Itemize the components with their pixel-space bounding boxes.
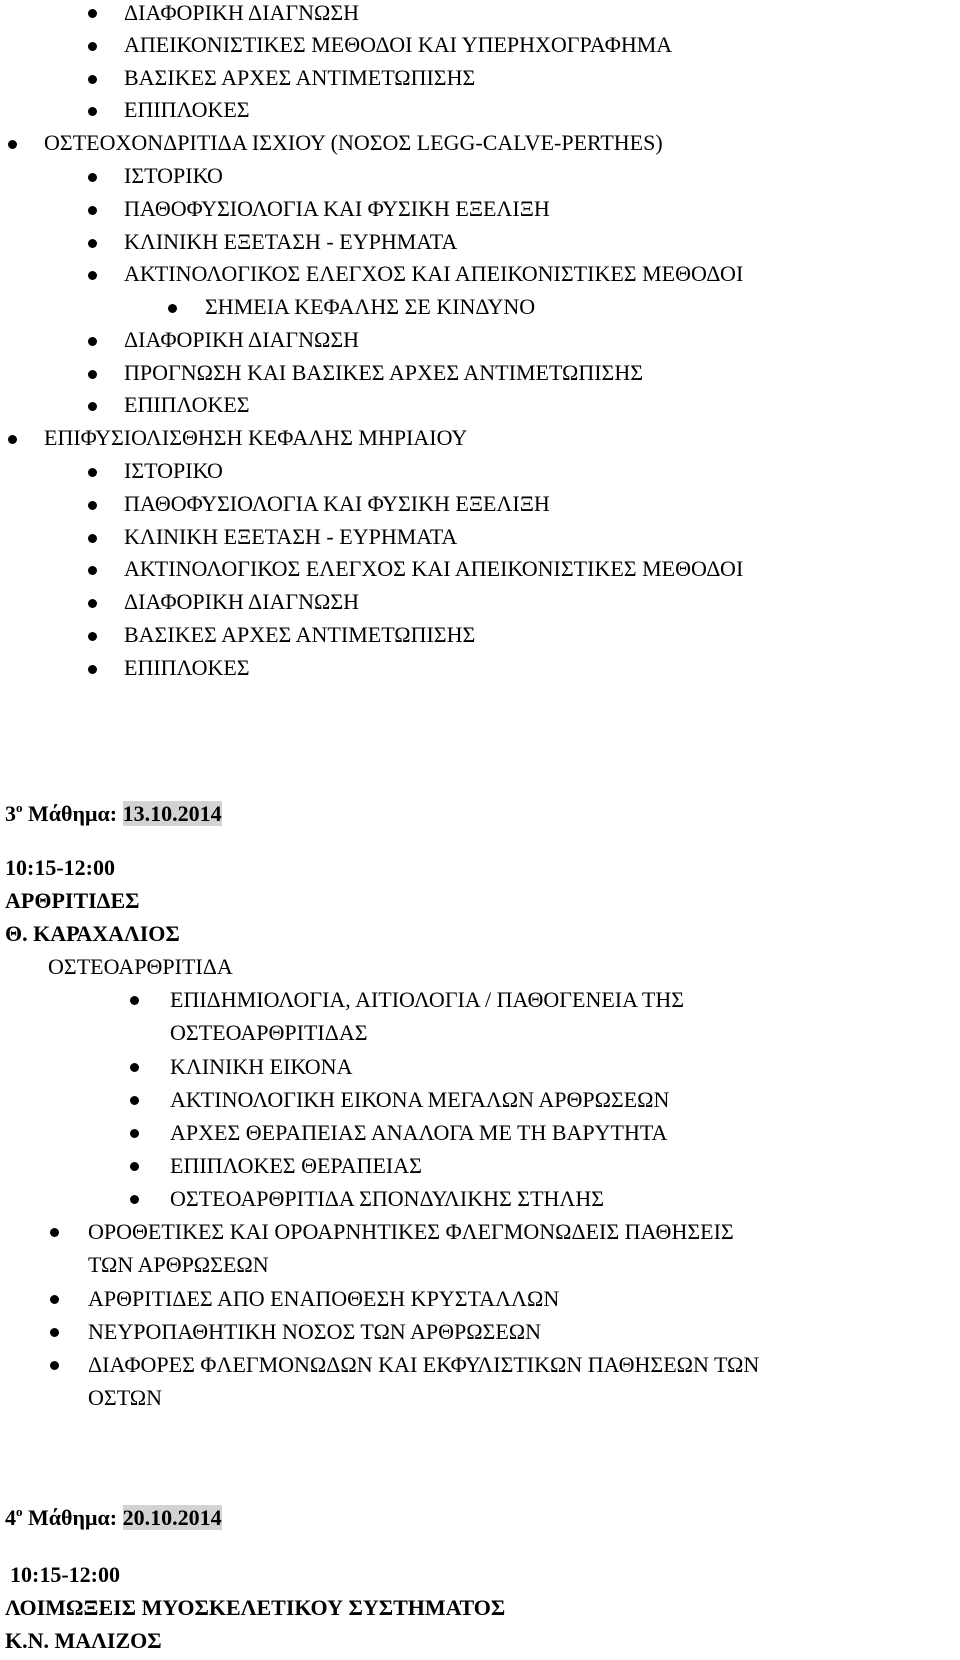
bullet-icon (88, 665, 97, 674)
bullet-icon (130, 996, 139, 1005)
list-item: ΔΙΑΦΟΡΕΣ ΦΛΕΓΜΟΝΩΔΩΝ ΚΑΙ ΕΚΦΥΛΙΣΤΙΚΩΝ ΠΑΘΗΣΕΩΝ ΤΩΝ (88, 1352, 760, 1377)
bullet-icon (88, 566, 97, 575)
lesson-time: 10:15-12:00 (10, 1562, 120, 1587)
list-subitem: ΑΚΤΙΝΟΛΟΓΙΚΗ ΕΙΚΟΝΑ ΜΕΓΑΛΩΝ ΑΡΘΡΩΣΕΩΝ (170, 1087, 670, 1112)
bullet-icon (50, 1228, 59, 1237)
bullet-icon (88, 206, 97, 215)
list-item: ΑΚΤΙΝΟΛΟΓΙΚΟΣ ΕΛΕΓΧΟΣ ΚΑΙ ΑΠΕΙΚΟΝΙΣΤΙΚΕΣ ΜΕΘΟΔΟΙ (124, 261, 744, 286)
list-subitem: ΣΗΜΕΙΑ ΚΕΦΑΛΗΣ ΣΕ ΚΙΝΔΥΝΟ (205, 294, 536, 319)
bullet-icon (88, 402, 97, 411)
bullet-icon (130, 1195, 139, 1204)
list-item: ΟΡΟΘΕΤΙΚΕΣ ΚΑΙ ΟΡΟΑΡΝΗΤΙΚΕΣ ΦΛΕΓΜΟΝΩΔΕΙΣ ΠΑΘΗΣΕΙΣ (88, 1219, 734, 1244)
list-item: ΙΣΤΟΡΙΚΟ (124, 458, 223, 483)
bullet-icon (130, 1096, 139, 1105)
lesson-date: 13.10.2014 (122, 801, 222, 826)
list-subitem: ΟΣΤΕΟΑΡΘΡΙΤΙΔΑ ΣΠΟΝΔΥΛΙΚΗΣ ΣΤΗΛΗΣ (170, 1186, 605, 1211)
list-item-continuation: ΟΣΤΩΝ (88, 1385, 162, 1410)
list-item: ΑΠΕΙΚΟΝΙΣΤΙΚΕΣ ΜΕΘΟΔΟΙ ΚΑΙ ΥΠΕΡΗΧΟΓΡΑΦΗΜΑ (124, 32, 673, 57)
list-item: ΒΑΣΙΚΕΣ ΑΡΧΕΣ ΑΝΤΙΜΕΤΩΠΙΣΗΣ (124, 65, 476, 90)
bullet-icon (88, 534, 97, 543)
bullet-icon (50, 1295, 59, 1304)
lesson-time: 10:15-12:00 (5, 855, 115, 880)
lesson-number: 3 (5, 801, 16, 826)
ordinal-suffix: ο (16, 1504, 23, 1519)
bullet-icon (88, 271, 97, 280)
bullet-icon (88, 173, 97, 182)
bullet-icon (88, 370, 97, 379)
lesson-title: ΑΡΘΡΙΤΙΔΕΣ (5, 888, 140, 913)
list-item: ΔΙΑΦΟΡΙΚΗ ΔΙΑΓΝΩΣΗ (124, 0, 360, 25)
bullet-icon (88, 75, 97, 84)
list-item: ΙΣΤΟΡΙΚΟ (124, 163, 223, 188)
bullet-icon (88, 468, 97, 477)
bullet-icon (88, 337, 97, 346)
list-subitem: ΑΡΧΕΣ ΘΕΡΑΠΕΙΑΣ ΑΝΑΛΟΓΑ ΜΕ ΤΗ ΒΑΡΥΤΗΤΑ (170, 1120, 668, 1145)
lesson-date: 20.10.2014 (122, 1505, 222, 1530)
bullet-icon (88, 42, 97, 51)
list-item: ΔΙΑΦΟΡΙΚΗ ΔΙΑΓΝΩΣΗ (124, 327, 360, 352)
bullet-icon (8, 140, 17, 149)
bullet-icon (168, 304, 177, 313)
list-subitem-continuation: ΟΣΤΕΟΑΡΘΡΙΤΙΔΑΣ (170, 1020, 368, 1045)
lesson-title: ΛΟΙΜΩΞΕΙΣ ΜΥΟΣΚΕΛΕΤΙΚΟΥ ΣΥΣΤΗΜΑΤΟΣ (5, 1595, 506, 1620)
list-subitem: ΚΛΙΝΙΚΗ ΕΙΚΟΝΑ (170, 1054, 353, 1079)
bullet-icon (88, 501, 97, 510)
topic-heading: ΟΣΤΕΟΧΟΝΔΡΙΤΙΔΑ ΙΣΧΙΟΥ (ΝΟΣΟΣ LEGG-CALVE-PERTHES) (44, 130, 663, 155)
list-item: ΚΛΙΝΙΚΗ ΕΞΕΤΑΣΗ - ΕΥΡΗΜΑΤΑ (124, 524, 458, 549)
bullet-icon (88, 9, 97, 18)
lesson-heading (5, 791, 222, 825)
list-item: ΠΑΘΟΦΥΣΙΟΛΟΓΙΑ ΚΑΙ ΦΥΣΙΚΗ ΕΞΕΛΙΞΗ (124, 196, 550, 221)
lesson-heading (5, 1495, 222, 1529)
lesson-number: 4 (5, 1505, 16, 1530)
list-item: ΒΑΣΙΚΕΣ ΑΡΧΕΣ ΑΝΤΙΜΕΤΩΠΙΣΗΣ (124, 622, 476, 647)
bullet-icon (8, 435, 17, 444)
list-subitem: ΕΠΙΔΗΜΙΟΛΟΓΙΑ, ΑΙΤΙΟΛΟΓΙΑ / ΠΑΘΟΓΕΝΕΙΑ ΤΗΣ (170, 987, 685, 1012)
lecturer-name: Θ. ΚΑΡΑΧΑΛΙΟΣ (5, 921, 180, 946)
list-item: ΔΙΑΦΟΡΙΚΗ ΔΙΑΓΝΩΣΗ (124, 589, 360, 614)
lesson-label: Μάθημα: (22, 1505, 123, 1530)
lecturer-name: Κ.Ν. ΜΑΛΙΖΟΣ (5, 1628, 162, 1653)
lesson-label: Μάθημα: (22, 801, 123, 826)
list-item: ΑΚΤΙΝΟΛΟΓΙΚΟΣ ΕΛΕΓΧΟΣ ΚΑΙ ΑΠΕΙΚΟΝΙΣΤΙΚΕΣ ΜΕΘΟΔΟΙ (124, 556, 744, 581)
bullet-icon (130, 1063, 139, 1072)
bullet-icon (88, 107, 97, 116)
list-item: ΠΡΟΓΝΩΣΗ ΚΑΙ ΒΑΣΙΚΕΣ ΑΡΧΕΣ ΑΝΤΙΜΕΤΩΠΙΣΗΣ (124, 360, 644, 385)
list-subitem: ΕΠΙΠΛΟΚΕΣ ΘΕΡΑΠΕΙΑΣ (170, 1153, 422, 1178)
topic-heading: ΕΠΙΦΥΣΙΟΛΙΣΘΗΣΗ ΚΕΦΑΛΗΣ ΜΗΡΙΑΙΟΥ (44, 425, 468, 450)
list-item: ΚΛΙΝΙΚΗ ΕΞΕΤΑΣΗ - ΕΥΡΗΜΑΤΑ (124, 229, 458, 254)
list-item: ΕΠΙΠΛΟΚΕΣ (124, 392, 250, 417)
topic-heading: ΟΣΤΕΟΑΡΘΡΙΤΙΔΑ (48, 954, 233, 979)
list-item: ΑΡΘΡΙΤΙΔΕΣ ΑΠΟ ΕΝΑΠΟΘΕΣΗ ΚΡΥΣΤΑΛΛΩΝ (88, 1286, 560, 1311)
list-item-continuation: ΤΩΝ ΑΡΘΡΩΣΕΩΝ (88, 1252, 269, 1277)
list-item: ΕΠΙΠΛΟΚΕΣ (124, 97, 250, 122)
bullet-icon (50, 1361, 59, 1370)
list-item: ΠΑΘΟΦΥΣΙΟΛΟΓΙΑ ΚΑΙ ΦΥΣΙΚΗ ΕΞΕΛΙΞΗ (124, 491, 550, 516)
bullet-icon (130, 1129, 139, 1138)
bullet-icon (88, 599, 97, 608)
bullet-icon (130, 1162, 139, 1171)
bullet-icon (50, 1328, 59, 1337)
ordinal-suffix: ο (16, 800, 23, 815)
bullet-icon (88, 632, 97, 641)
list-item: ΝΕΥΡΟΠΑΘΗΤΙΚΗ ΝΟΣΟΣ ΤΩΝ ΑΡΘΡΩΣΕΩΝ (88, 1319, 542, 1344)
list-item: ΕΠΙΠΛΟΚΕΣ (124, 655, 250, 680)
bullet-icon (88, 239, 97, 248)
